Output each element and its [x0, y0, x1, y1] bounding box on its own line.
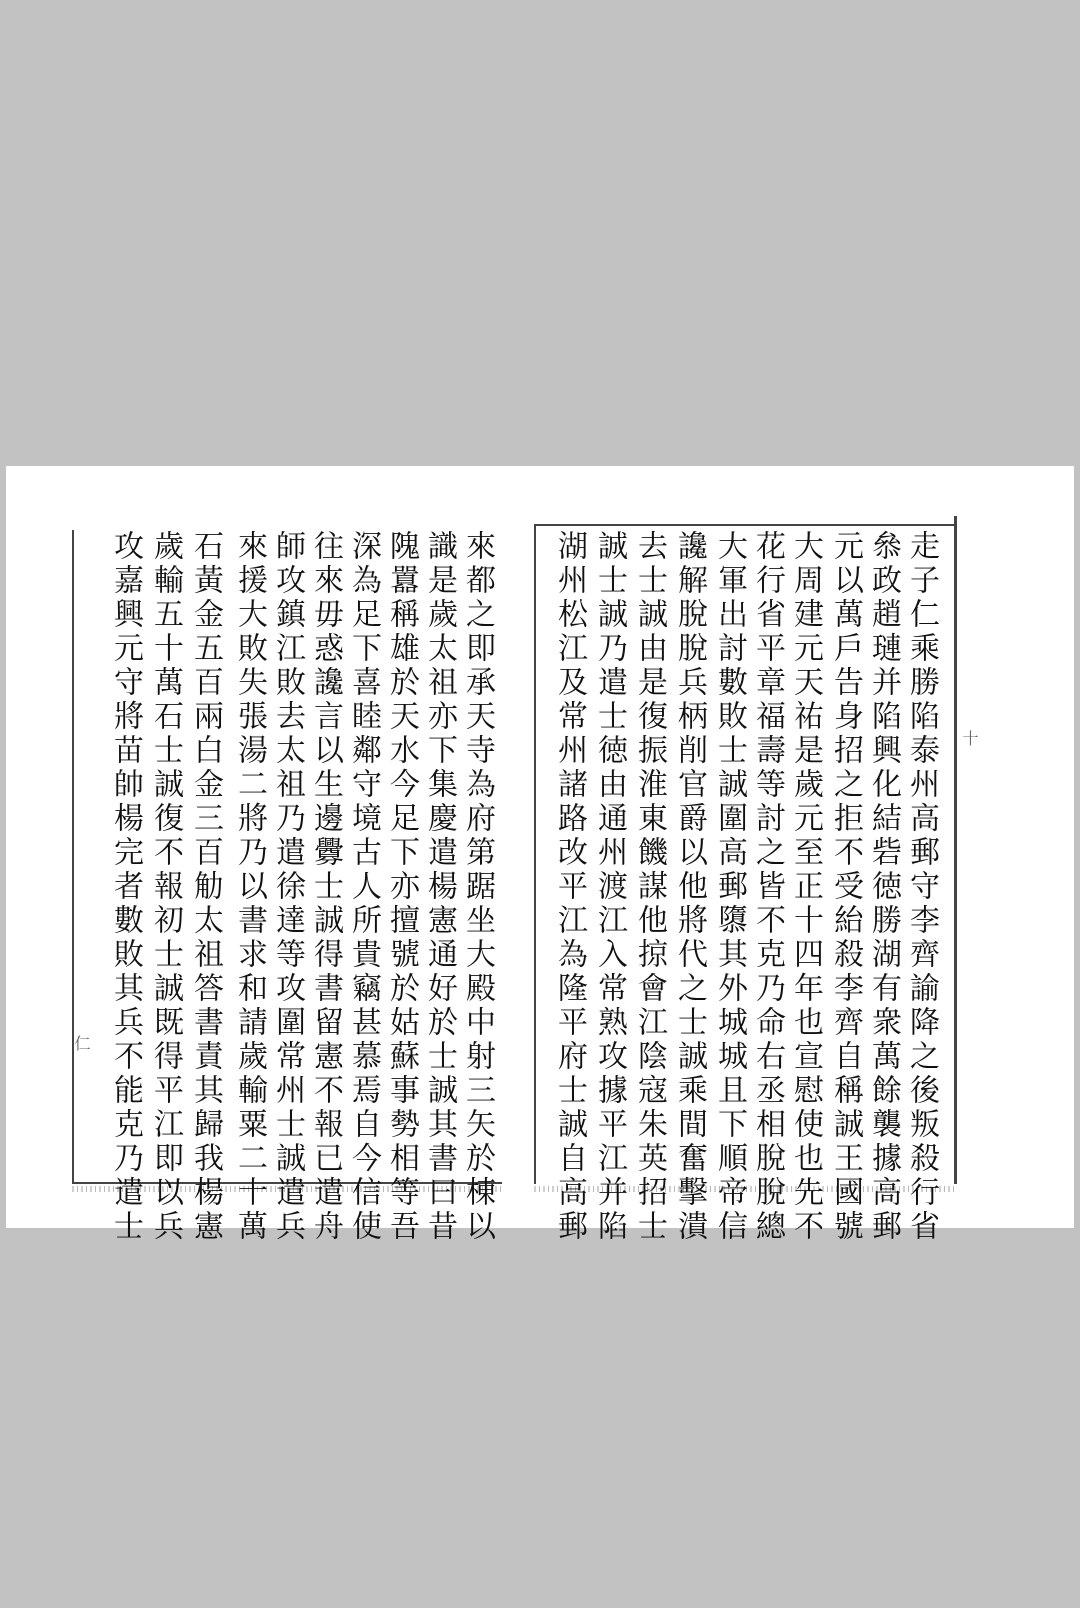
text-column: 湖州松江及常州諸路改平江為隆平府士誠自高郵 — [552, 530, 587, 1244]
text-column: 元以萬戶告身招之拒不受紿殺李齊自稱誠王國號 — [828, 530, 863, 1244]
text-column: 來援大敗失張湯二將乃以書求和請歲輸粟二十萬 — [232, 530, 267, 1244]
text-column: 師攻鎮江敗去太祖乃遣徐達等攻圍常州士誠遣兵 — [270, 530, 305, 1244]
margin-mark: 十 — [960, 730, 979, 746]
text-column: 去士誠由是復振淮東饑謀他掠會江陰寇朱英招士 — [632, 530, 667, 1244]
text-column: 大周建元天祐是歲元至正十四年也宣慰使也先不 — [788, 530, 823, 1244]
text-column: 歲輸五十萬石士誠復不報初士誠既得平江即以兵 — [148, 530, 183, 1244]
text-column: 深為足下喜睦鄰守境古人所貴竊甚慕焉自今信使 — [346, 530, 381, 1244]
text-column: 往來毋惑讒言以生邊釁士誠得書留憲不報已遣舟 — [308, 530, 343, 1244]
page-border-left — [72, 530, 74, 1184]
margin-mark: 仁 — [72, 1035, 91, 1051]
text-column: 叅政趙璉并陷興化結砦徳勝湖有衆萬餘襲據高郵 — [866, 530, 901, 1244]
text-column: 隗囂稱雄於天水今足下亦擅號於姑蘇事勢相等吾 — [384, 530, 419, 1244]
page-border-right — [954, 516, 957, 1184]
page-border-inner — [534, 524, 536, 1184]
text-column: 來都之即承天寺為府第踞坐大殿中射三矢於棟以 — [460, 530, 495, 1244]
text-column: 識是歲太祖亦下集慶遣楊憲通好於士誠其書曰昔 — [422, 530, 457, 1244]
text-column: 誠士誠乃遣士徳由通州渡江入常熟攻據平江并陷 — [592, 530, 627, 1244]
book-spread — [6, 466, 1074, 1244]
right-page — [534, 530, 979, 1244]
left-page — [72, 530, 522, 1244]
text-column: 攻嘉興元守將苗帥楊完者數敗其兵不能克乃遣士 — [108, 530, 143, 1244]
text-column: 走子仁乘勝陷泰州高郵守李齊諭降之後叛殺行省 — [904, 530, 939, 1244]
text-column: 大軍出討數敗士誠圍高郵隳其外城城且下順帝信 — [712, 530, 747, 1244]
text-column: 石黃金五百兩白金三百觔太祖答書責其歸我楊憲 — [188, 530, 223, 1244]
text-column: 讒解脫脫兵柄削官爵以他將代之士誠乘間奮擊潰 — [672, 530, 707, 1244]
page-border-top — [534, 524, 954, 526]
text-column: 花行省平章福壽等討之皆不克乃命右丞相脫脫總 — [750, 530, 785, 1244]
